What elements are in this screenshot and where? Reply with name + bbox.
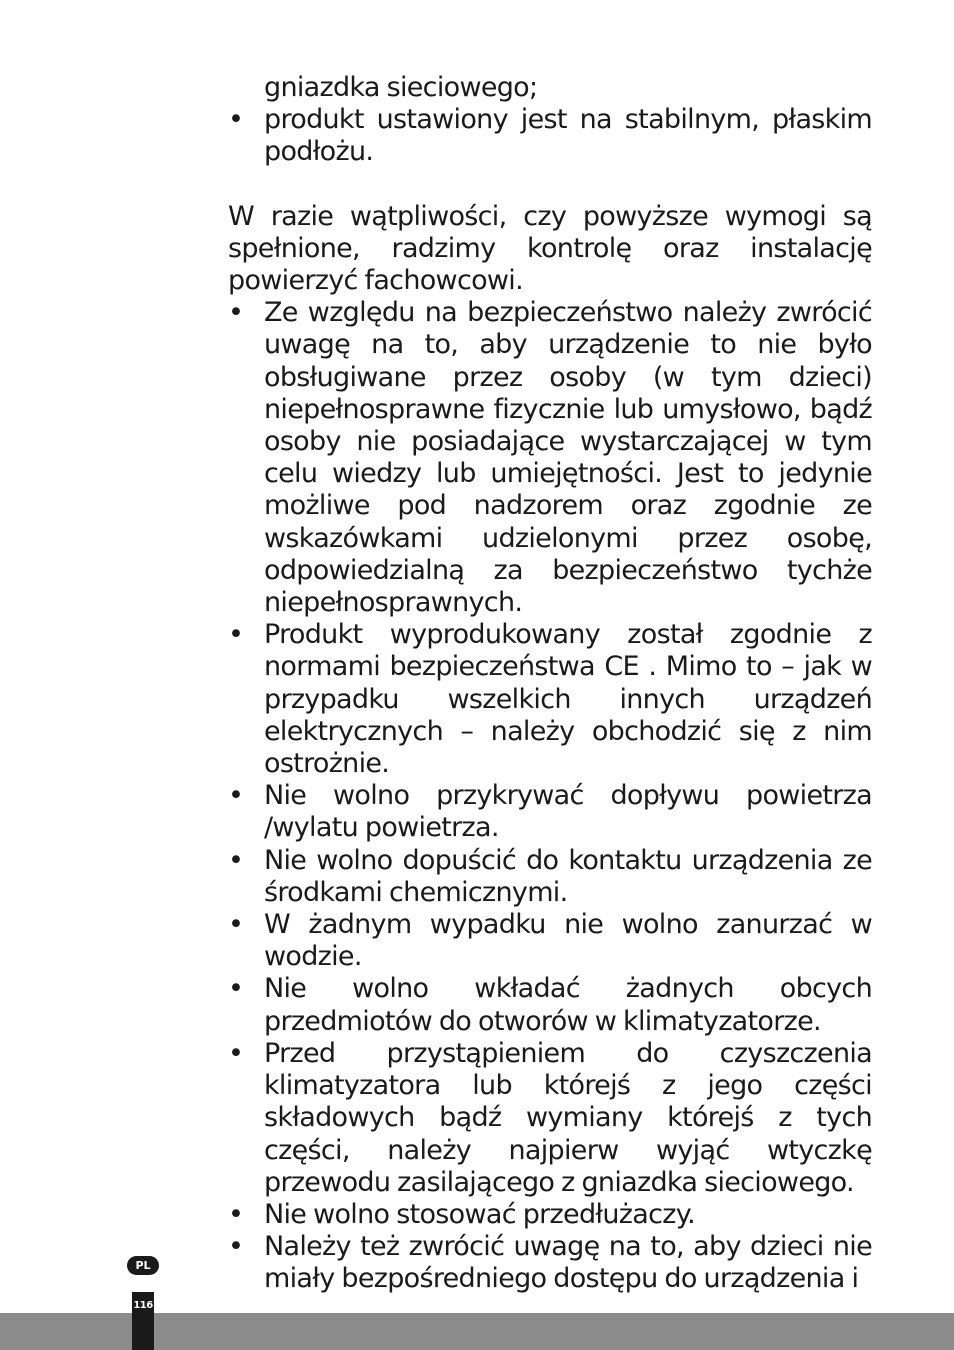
list-item: • Produkt wyprodukowany został zgodnie z normami bezpieczeństwa CE . Mimo to – jak w przypadku wszelkich innych urządzeń elektrycznych – należy obchodzić się z nim ostrożnie. xyxy=(228,619,872,780)
list-item: • Nie wolno wkładać żadnych obcych przedmiotów do otworów w klimatyzatorze. xyxy=(228,973,872,1037)
list-item: • Należy też zwrócić uwagę na to, aby dzieci nie miały bezpośredniego dostępu do urządzenia i xyxy=(228,1231,872,1295)
list-item: • W żadnym wypadku nie wolno zanurzać w wodzie. xyxy=(228,909,872,973)
list-item: • Ze względu na bezpieczeństwo należy zwrócić uwagę na to, aby urządzenie to nie było obsługiwane przez osoby (w tym dzieci) niepełnosprawne fizycznie lub umysłowo, bądź osoby nie posiadające wystarczającej w tym celu wiedzy lub umiejętności. Jest to jedynie możliwe pod nadzorem oraz zgodnie ze wskazówkami udzielonymi przez osobę, odpowiedzialną za bezpieczeństwo tychże niepełnosprawnych. xyxy=(228,297,872,619)
page-body xyxy=(228,72,872,1296)
safety-list xyxy=(228,297,872,1295)
installation-list xyxy=(228,104,872,168)
language-badge: PL xyxy=(127,1256,159,1275)
page-number: 116 xyxy=(132,1292,154,1350)
list-item: • Nie wolno przykrywać dopływu powietrza /wylatu powietrza. xyxy=(228,780,872,844)
list-item: • produkt ustawiony jest na stabilnym, płaskim podłożu. xyxy=(228,104,872,168)
list-item: • Przed przystąpieniem do czyszczenia klimatyzatora lub którejś z jego części składowych bądź wymiany którejś z tych części, należy najpierw wyjąć wtyczkę przewodu zasilającego z gniazdka sieciowego. xyxy=(228,1038,872,1199)
continuation-line: gniazdka sieciowego; xyxy=(264,72,538,103)
list-item: • Nie wolno dopuścić do kontaktu urządzenia ze środkami chemicznymi. xyxy=(228,845,872,909)
advice-paragraph: W razie wątpliwości, czy powyższe wymogi są spełnione, radzimy kontrolę oraz instalację powierzyć fachowcowi. xyxy=(228,200,872,297)
list-item: • Nie wolno stosować przedłużaczy. xyxy=(228,1199,872,1231)
